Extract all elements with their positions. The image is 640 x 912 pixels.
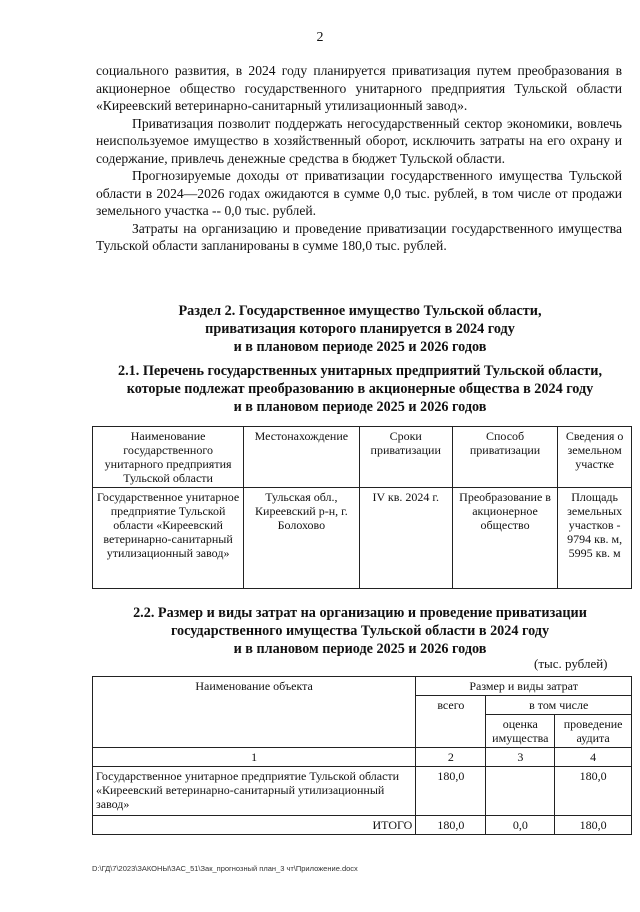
paragraph-4: Затраты на организацию и проведение приватизации государственного имущества Тульской области запланированы в сумме 180,0 тыс. рублей. [96, 220, 622, 253]
subsection-2-1-heading: 2.1. Перечень государственных унитарных предприятий Тульской области, которые подлежат преобразованию в акционерные общества в 2024 году и в плановом периоде 2025 и 2026 годов [118, 363, 602, 415]
total-label: ИТОГО [93, 816, 416, 835]
header-costs: Размер и виды затрат [416, 677, 632, 696]
cell-dates: IV кв. 2024 г. [359, 488, 452, 589]
unit-label: (тыс. рублей) [534, 656, 608, 671]
header-location: Местонахождение [244, 427, 359, 488]
header-audit: проведение аудита [555, 715, 632, 748]
paragraph-2: Приватизация позволит поддержать негосударственный сектор экономики, вовлечь неиспользуемое имущество в хозяйственный оборот, исключить затраты на его охрану и содержание, привлечь денежные средства в бюджет Тульской области. [96, 115, 622, 166]
costs-table [92, 676, 632, 835]
cell-method: Преобразование в акционерное общество [452, 488, 557, 589]
total-audit: 180,0 [555, 816, 632, 835]
table-row [93, 488, 632, 589]
page-number: 2 [316, 30, 324, 45]
total-row [93, 816, 632, 835]
file-path-footer: D:\ГД\7\2023\ЗАКОНЫ\ЗАС_51\Зак_прогнозный план_3 чт\Приложение.docx [92, 864, 358, 873]
body-text [96, 62, 622, 255]
section-2-heading: Раздел 2. Государственное имущество Тульской области, приватизация которого планируется в 2024 году и в плановом периоде 2025 и 2026 годов [178, 303, 542, 355]
cell-land-info: Площадь земельных участков - 9794 кв. м, 5995 кв. м [558, 488, 632, 589]
header-estimate: оценка имущества [486, 715, 555, 748]
header-including: в том числе [486, 696, 632, 715]
table-row [93, 767, 632, 816]
total-estimate: 0,0 [486, 816, 555, 835]
header-enterprise-name: Наименование государственного унитарного предприятия Тульской области [93, 427, 244, 488]
header-object-name: Наименование объекта [93, 677, 416, 748]
enterprise-table [92, 426, 632, 589]
col-number: 3 [486, 748, 555, 767]
cell-total: 180,0 [416, 767, 486, 816]
table-header-row [93, 427, 632, 488]
header-total: всего [416, 696, 486, 748]
paragraph-3: Прогнозируемые доходы от приватизации государственного имущества Тульской области в 2024—2026 годах ожидаются в сумме 0,0 тыс. рублей, в том числе от продажи земельного участка -- 0,0 тыс. рублей. [96, 168, 622, 218]
header-land-info: Сведения о земельном участке [558, 427, 632, 488]
col-number: 4 [555, 748, 632, 767]
header-method: Способ приватизации [452, 427, 557, 488]
cell-audit: 180,0 [555, 767, 632, 816]
subsection-2-2-heading: 2.2. Размер и виды затрат на организацию и проведение приватизации государственного имущества Тульской области в 2024 году и в плановом периоде 2025 и 2026 годов [133, 605, 587, 657]
total-value: 180,0 [416, 816, 486, 835]
cell-estimate [486, 767, 555, 816]
column-numbers-row [93, 748, 632, 767]
cell-enterprise-name: Государственное унитарное предприятие Тульской области «Киреевский ветеринарно-санитарный утилизационный завод» [93, 488, 244, 589]
cell-location: Тульская обл., Киреевский р-н, г. Болохово [244, 488, 359, 589]
cell-object-name: Государственное унитарное предприятие Тульской области «Киреевский ветеринарно-санитарный утилизационный завод» [93, 767, 416, 816]
paragraph-1: социального развития, в 2024 году планируется приватизация путем преобразования в акционерное общество государственного унитарного предприятия Тульской области «Киреевский ветеринарно-санитарный утилизационный завод». [96, 63, 622, 113]
col-number: 2 [416, 748, 486, 767]
col-number: 1 [93, 748, 416, 767]
header-dates: Сроки приватизации [359, 427, 452, 488]
